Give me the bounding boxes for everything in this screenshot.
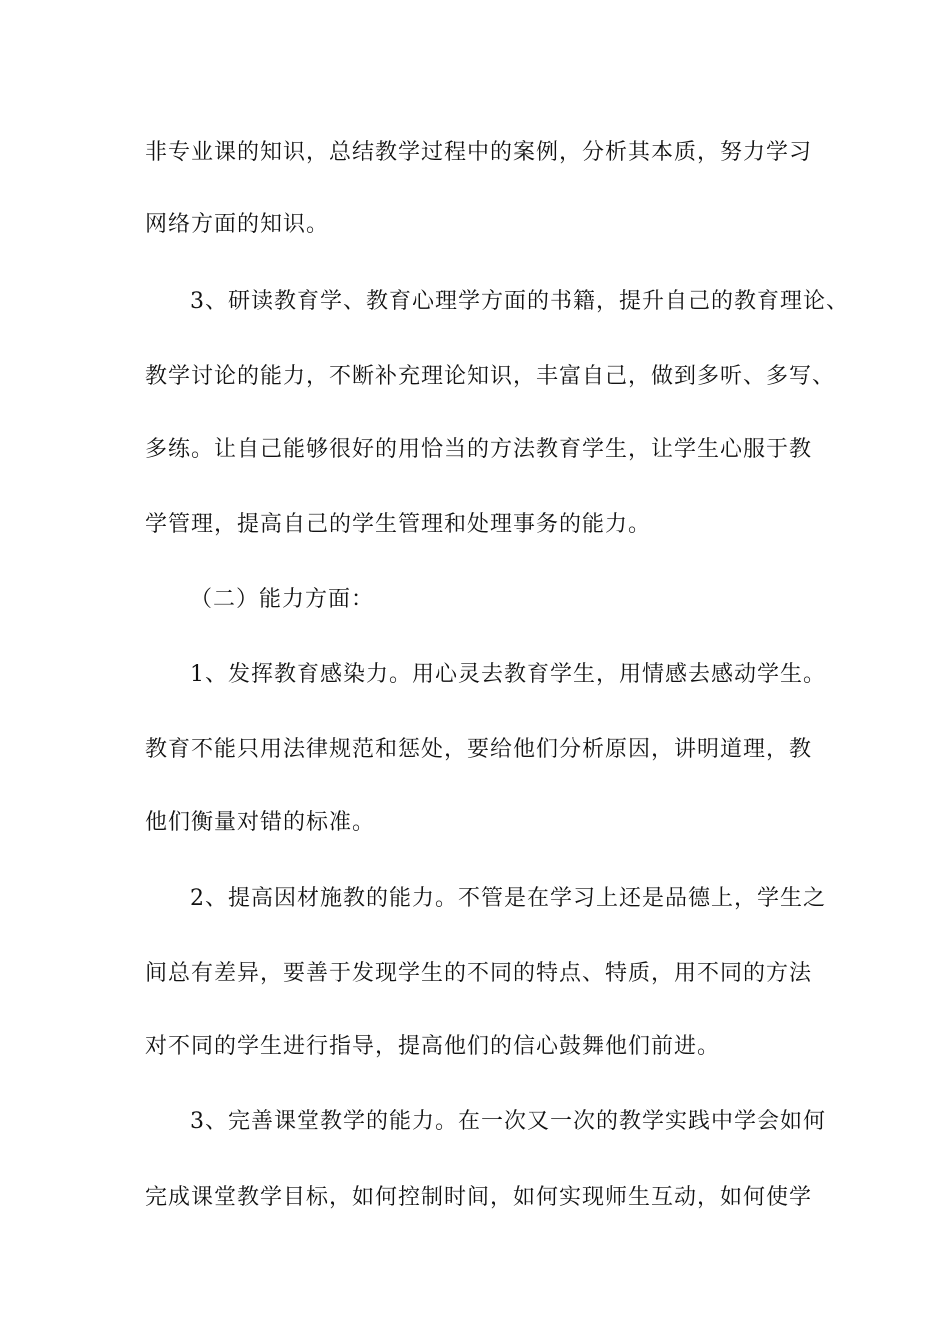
text-line: 教育不能只用法律规范和惩处，要给他们分析原因，讲明道理，教: [145, 737, 813, 762]
text-line: 教学讨论的能力，不断补充理论知识，丰富自己，做到多听、多写、: [145, 364, 836, 389]
text-line: 间总有差异，要善于发现学生的不同的特点、特质，用不同的方法: [145, 961, 813, 986]
section-heading: （二）能力方面：: [190, 587, 375, 612]
text-line: 3、研读教育学、教育心理学方面的书籍，提升自己的教育理论、: [190, 289, 849, 314]
text-line: 完成课堂教学目标，如何控制时间，如何实现师生互动，如何使学: [145, 1185, 813, 1210]
text-line: 非专业课的知识，总结教学过程中的案例，分析其本质，努力学习: [145, 140, 813, 165]
text-line: 对不同的学生进行指导，提高他们的信心鼓舞他们前进。: [145, 1034, 721, 1059]
text-line: 多练。让自己能够很好的用恰当的方法教育学生，让学生心服于教: [145, 437, 813, 462]
text-line: 他们衡量对错的标准。: [145, 810, 376, 835]
text-line: 学管理，提高自己的学生管理和处理事务的能力。: [145, 512, 652, 537]
text-line: 1、发挥教育感染力。用心灵去教育学生，用情感去感动学生。: [190, 662, 826, 687]
text-line: 3、完善课堂教学的能力。在一次又一次的教学实践中学会如何: [190, 1109, 826, 1134]
text-line: 2、提高因材施教的能力。不管是在学习上还是品德上，学生之: [190, 886, 826, 911]
text-line: 网络方面的知识。: [145, 212, 330, 237]
